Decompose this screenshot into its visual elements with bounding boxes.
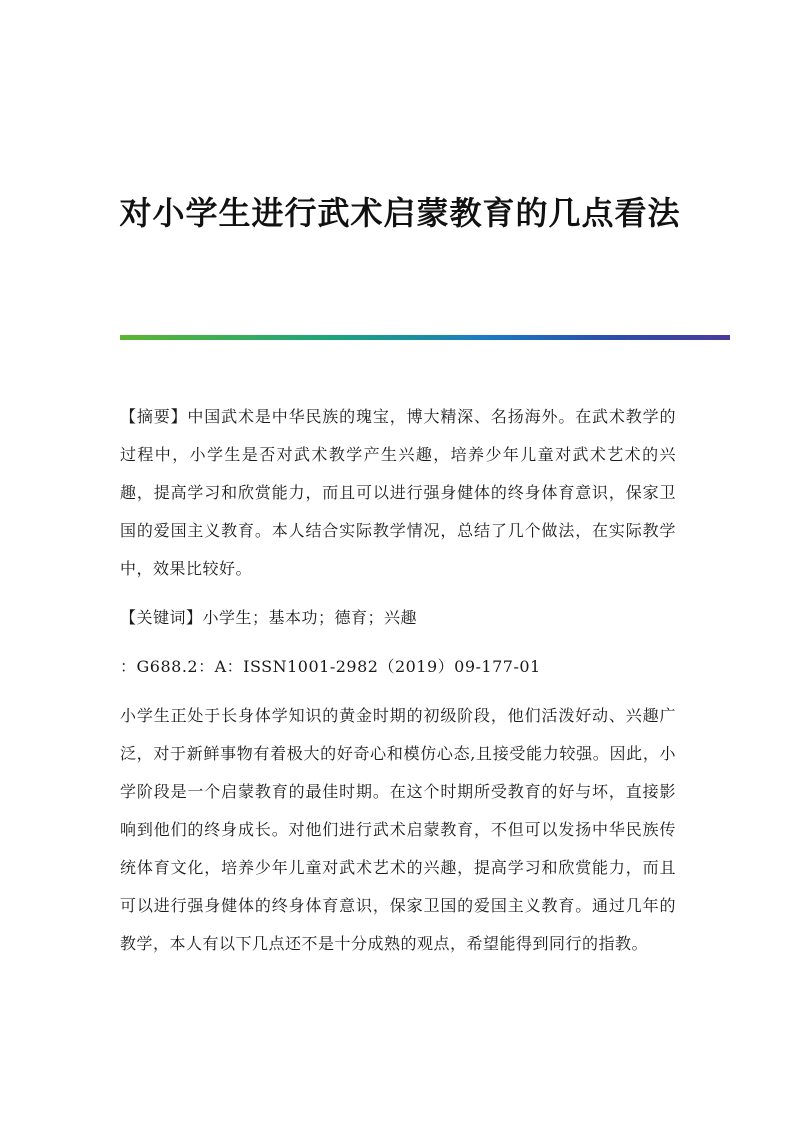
classification-line: ：G688.2：A：ISSN1001-2982（2019）09-177-01: [120, 657, 541, 676]
abstract-paragraph: 【摘要】中国武术是中华民族的瑰宝，博大精深、名扬海外。在武术教学的过程中，小学生是否对武术教学产生兴趣，培养少年儿童对武术艺术的兴趣，提高学习和欣赏能力，而且可以进行强身健体的终身体育意识，保家卫国的爱国主义教育。本人结合实际教学情况，总结了几个做法，在实际教学中，效果比较好。: [120, 407, 676, 578]
body-paragraph: 小学生正处于长身体学知识的黄金时期的初级阶段，他们活泼好动、兴趣广泛，对于新鲜事物有着极大的好奇心和模仿心态,且接受能力较强。因此，小学阶段是一个启蒙教育的最佳时期。在这个时期所受教育的好与坏，直接影响到他们的终身成长。对他们进行武术启蒙教育，不但可以发扬中华民族传统体育文化，培养少年儿童对武术艺术的兴趣，提高学习和欣赏能力，而且可以进行强身健体的终身体育意识，保家卫国的爱国主义教育。通过几年的教学，本人有以下几点还不是十分成熟的观点，希望能得到同行的指教。: [120, 706, 676, 953]
document-title: 对小学生进行武术启蒙教育的几点看法: [119, 194, 681, 232]
document-body: [120, 398, 676, 963]
title-divider: [120, 335, 730, 340]
keywords-line: 【关键词】小学生；基本功；德育；兴趣: [120, 608, 418, 627]
